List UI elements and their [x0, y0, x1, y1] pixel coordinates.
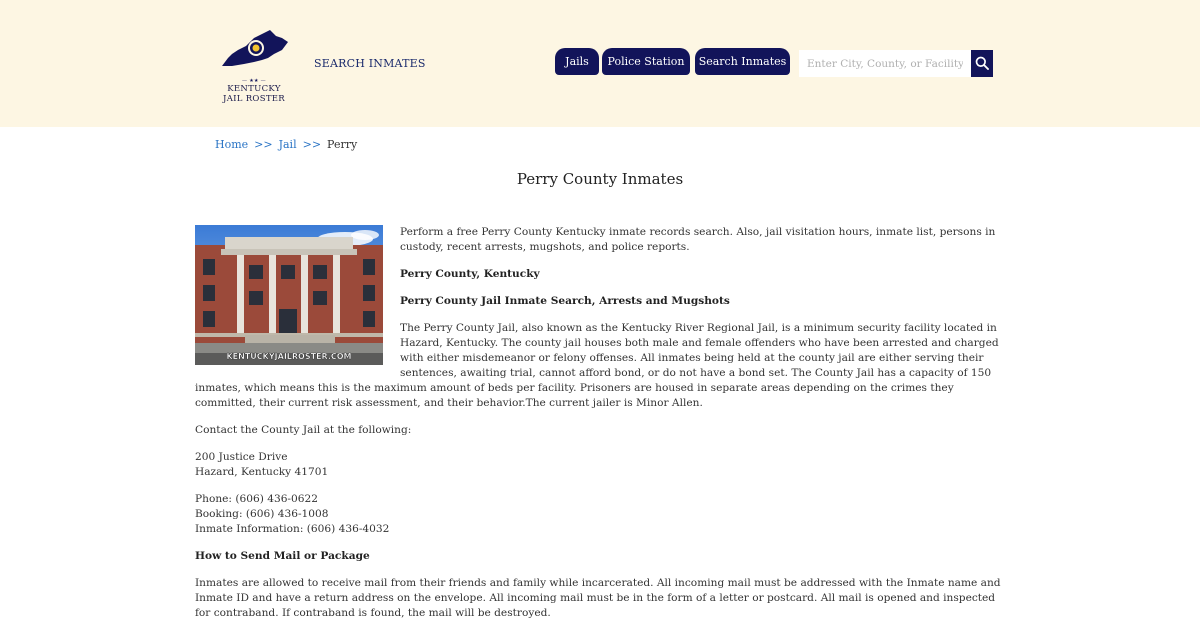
jail-building-photo	[195, 225, 383, 365]
mail-paragraph: Inmates are allowed to receive mail from their friends and family while incarcerated. All incoming mail must be addressed with the Inmate name and Inmate ID and have a return address on the envelope. All incoming mail must be in the form of a letter or postcard. All mail is opened and inspected for contraband. If contraband is found, the mail will be destroyed.	[195, 577, 1001, 619]
site-logo[interactable]	[216, 28, 292, 102]
search-inmates-link[interactable]: SEARCH INMATES	[314, 57, 426, 70]
nav-tab-police-station[interactable]: Police Station	[602, 48, 690, 75]
site-header	[0, 0, 1200, 127]
contact-phones	[195, 492, 1005, 537]
logo-text-line2: JAIL ROSTER	[222, 94, 285, 104]
breadcrumb-home[interactable]: Home	[215, 138, 249, 151]
address-line2: Hazard, Kentucky 41701	[195, 466, 329, 478]
search-button[interactable]	[971, 50, 993, 77]
logo-text: — ★★ — KENTUCKY JAIL ROSTER	[216, 78, 292, 104]
kentucky-map-icon	[218, 28, 290, 72]
breadcrumb-current: Perry	[327, 138, 358, 151]
search-heading: Perry County Jail Inmate Search, Arrests and Mugshots	[400, 295, 730, 307]
mail-heading: How to Send Mail or Package	[195, 550, 370, 562]
jail-address	[195, 450, 1005, 480]
search-icon	[975, 56, 989, 70]
description-paragraph: The Perry County Jail, also known as the Kentucky River Regional Jail, is a minimum security facility located in Hazard, Kentucky. The county jail houses both male and female offenders who have been arrested and charged with either misdemeanor or felony offenses. All inmates being held at the county jail are either serving their sentences, awaiting trial, cannot afford bond, or do not have a bond set. The County Jail has a capacity of 150 inmates, which means this is the maximum amount of beds per facility. Prisoners are housed in separate areas depending on the crimes they committed, their current risk assessment, and their behavior.The current jailer is Minor Allen.	[195, 322, 999, 409]
logo-text-line1: KENTUCKY	[227, 84, 281, 94]
breadcrumb-separator: >>	[302, 138, 322, 151]
phone-number: Phone: (606) 436-0622	[195, 493, 318, 505]
address-line1: 200 Justice Drive	[195, 451, 288, 463]
main-content	[195, 225, 1005, 633]
breadcrumb-jail[interactable]: Jail	[278, 138, 297, 151]
intro-paragraph: Perform a free Perry County Kentucky inmate records search. Also, jail visitation hours, inmate list, persons in custody, recent arrests, mugshots, and police reports.	[400, 226, 996, 253]
breadcrumb	[215, 138, 357, 151]
nav-tab-jails[interactable]: Jails	[555, 48, 599, 75]
inmate-info-number: Inmate Information: (606) 436-4032	[195, 523, 390, 535]
contact-intro: Contact the County Jail at the following:	[195, 424, 412, 436]
nav-tab-search-inmates[interactable]: Search Inmates	[695, 48, 790, 75]
facility-search-input[interactable]	[799, 50, 971, 77]
facility-search-field[interactable]	[799, 50, 971, 77]
page-title: Perry County Inmates	[516, 170, 684, 188]
booking-number: Booking: (606) 436-1008	[195, 508, 329, 520]
photo-watermark: KENTUCKYJAILROSTER.COM	[226, 352, 352, 361]
location-heading: Perry County, Kentucky	[400, 268, 540, 280]
breadcrumb-separator: >>	[254, 138, 273, 151]
